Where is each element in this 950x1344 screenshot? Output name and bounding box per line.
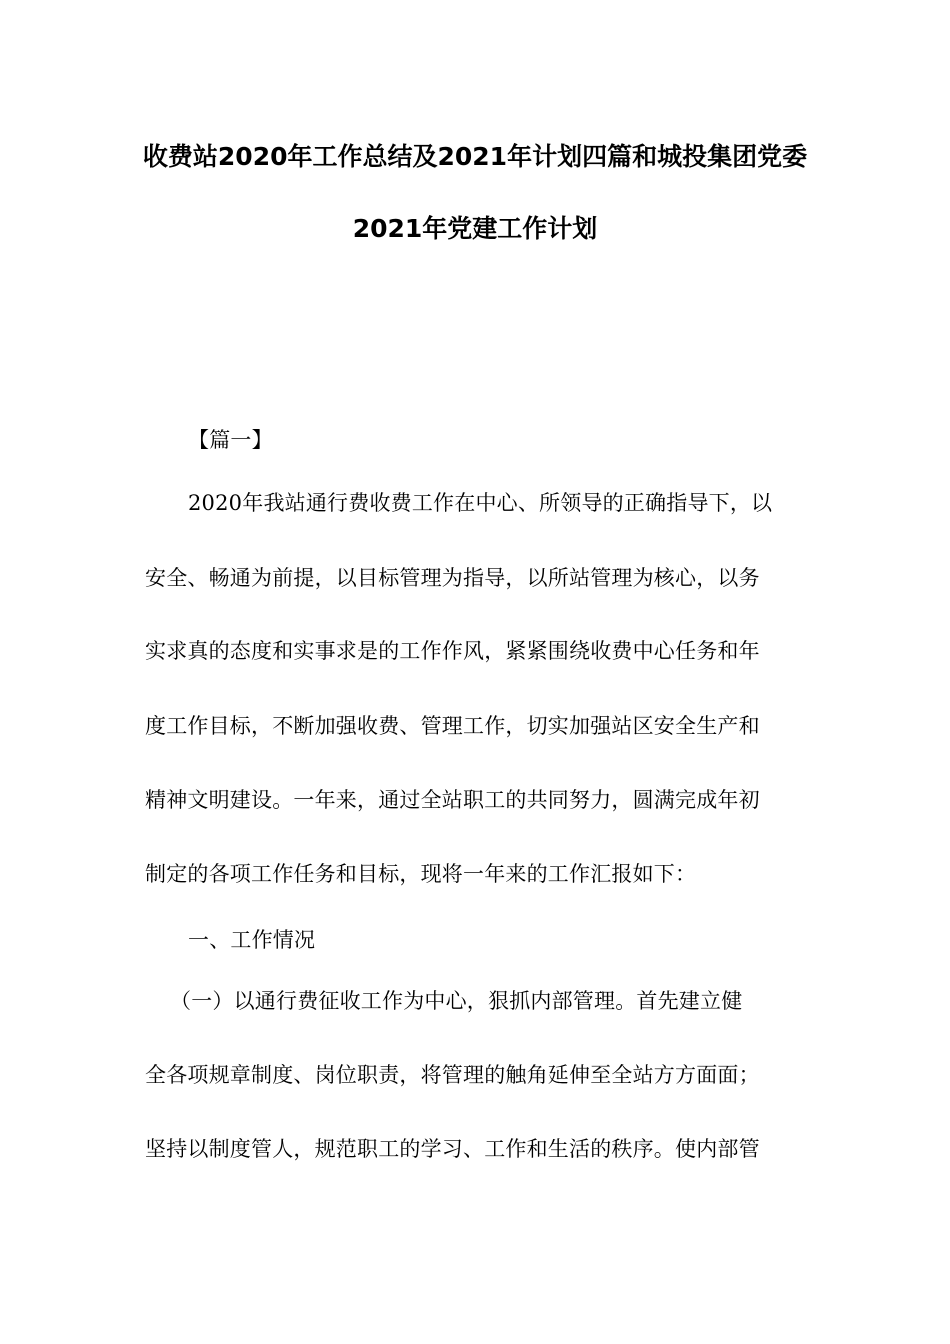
paragraph-line-1: 2020年我站通行费收费工作在中心、所领导的正确指导下，以	[188, 491, 773, 515]
paragraph-line-6: 制定的各项工作任务和目标，现将一年来的工作汇报如下：	[145, 862, 697, 886]
document-title-line-2: 2021年党建工作计划	[352, 214, 598, 243]
paragraph-line-5: 精神文明建设。一年来，通过全站职工的共同努力，圆满完成年初	[145, 788, 760, 812]
heading-work-situation: 一、工作情况	[188, 928, 316, 952]
paragraph-line-4: 度工作目标，不断加强收费、管理工作，切实加强站区安全生产和	[145, 714, 760, 738]
subsection-line-2: 全各项规章制度、岗位职责，将管理的触角延伸至全站方方面面；	[145, 1063, 760, 1087]
document-title-line-1: 收费站2020年工作总结及2021年计划四篇和城投集团党委	[142, 142, 808, 171]
subsection-line-3: 坚持以制度管人，规范职工的学习、工作和生活的秩序。使内部管	[145, 1137, 760, 1161]
paragraph-line-2: 安全、畅通为前提，以目标管理为指导，以所站管理为核心，以务	[145, 566, 760, 590]
section-label: 【篇一】	[188, 428, 273, 452]
paragraph-line-3: 实求真的态度和实事求是的工作作风，紧紧围绕收费中心任务和年	[145, 639, 760, 663]
subsection-line-1: （一）以通行费征收工作为中心，狠抓内部管理。首先建立健	[170, 989, 743, 1013]
